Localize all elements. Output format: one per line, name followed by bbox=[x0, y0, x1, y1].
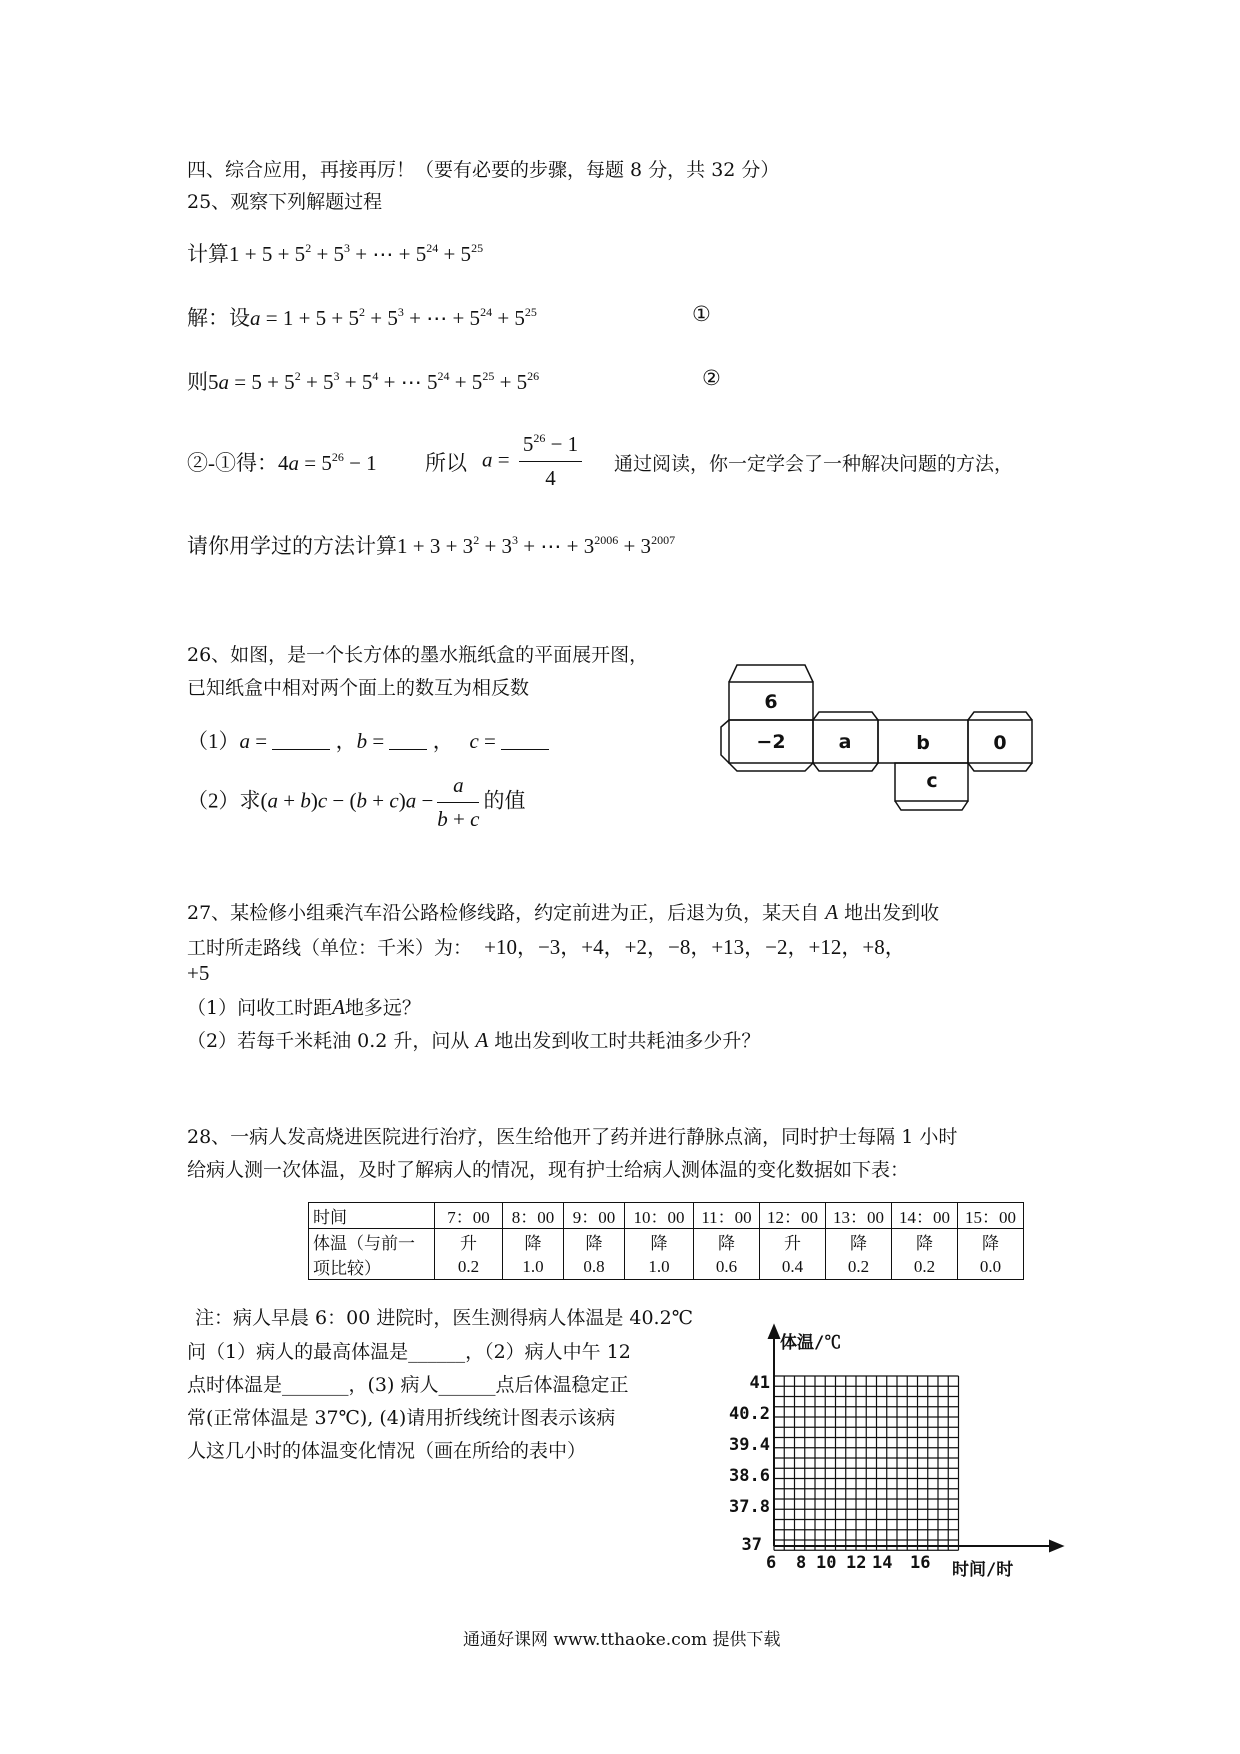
table-value-cell: 0.2 bbox=[892, 1254, 958, 1280]
q27-part-1-text: （1）问收工时距 bbox=[187, 997, 333, 1019]
net-face-b: b bbox=[916, 732, 930, 754]
q26-title-2: 已知纸盒中相对两个面上的数互为相反数 bbox=[187, 677, 530, 699]
q27-line-2-text: 工时所走路线（单位：千米）为： bbox=[187, 937, 473, 959]
y-tick-label: 39.4 bbox=[729, 1435, 770, 1455]
table-time-cell: 12：00 bbox=[760, 1203, 826, 1229]
y-axis-arrow bbox=[769, 1326, 779, 1338]
temperature-grid bbox=[700, 1322, 1070, 1582]
table-direction-cell: 降 bbox=[826, 1229, 892, 1255]
q25-line-4-prefix: ②-①得： bbox=[187, 451, 278, 475]
q27-part-2 bbox=[187, 1026, 760, 1053]
table-direction-cell: 降 bbox=[625, 1229, 694, 1255]
x-tick-label: 16 bbox=[910, 1553, 931, 1573]
q25-line-1 bbox=[187, 238, 483, 268]
table-value-row bbox=[309, 1254, 1024, 1280]
q28-line-1: 28、一病人发高烧进医院进行治疗，医生给他开了药并进行静脉点滴，同时护士每隔 1 小时 bbox=[187, 1126, 958, 1148]
table-value-cell: 0.8 bbox=[564, 1254, 625, 1280]
q26-part-1: （1）a = ，b = ， c = bbox=[187, 725, 549, 755]
table-header-label: 时间 bbox=[309, 1203, 435, 1229]
q27-part-2-tail: 地出发到收工时共耗油多少升？ bbox=[494, 1030, 761, 1052]
table-direction-cell: 升 bbox=[760, 1229, 826, 1255]
table-time-cell: 9：00 bbox=[564, 1203, 625, 1229]
q25-line-4-fraction-eq: a = $\frac{5^{26} - 1}{4}$ bbox=[482, 432, 586, 491]
table-direction-cell: 降 bbox=[564, 1229, 625, 1255]
q28-note: 注：病人早晨 6：00 进院时，医生测得病人体温是 40.2℃ bbox=[195, 1307, 693, 1329]
q25-line-5-text: 请你用学过的方法计算 bbox=[187, 534, 397, 558]
q28-question-2: 点时体温是_______，(3) 病人______点后体温稳定正 bbox=[187, 1374, 629, 1396]
table-direction-cell: 降 bbox=[892, 1229, 958, 1255]
q26-title-1: 26、如图，是一个长方体的墨水瓶纸盒的平面展开图， bbox=[187, 644, 649, 666]
q27-point-a-2: A bbox=[332, 995, 345, 1019]
q25-line-4-eq: $4a = 5^{26} - 1$ bbox=[278, 450, 377, 475]
q27-line-1-tail: 地出发到收 bbox=[844, 902, 940, 924]
table-time-cell: 14：00 bbox=[892, 1203, 958, 1229]
table-value-cell: 0.6 bbox=[694, 1254, 760, 1280]
q28-question-1: 问（1）病人的最高体温是______，（2）病人中午 12 bbox=[187, 1341, 631, 1363]
table-value-cell: 0.2 bbox=[826, 1254, 892, 1280]
y-tick-label: 37.8 bbox=[729, 1497, 770, 1517]
q25-line-3-formula: $5a = 5 + 5^2 + 5^3 + 5^4$ + ⋯ $5^{24} + 5^{25} + 5^{26}$ bbox=[208, 369, 540, 394]
x-tick-label: 14 bbox=[872, 1553, 893, 1573]
net-face-top: 6 bbox=[764, 691, 778, 713]
q26-part-2-label: （2）求 bbox=[187, 788, 261, 813]
q26-part-1-label: （1） bbox=[187, 729, 240, 753]
q28-question-3: 常(正常体温是 37℃), (4)请用折线统计图表示该病 bbox=[187, 1407, 616, 1429]
net-face-left: −2 bbox=[756, 731, 786, 753]
y-tick-label: 40.2 bbox=[729, 1404, 770, 1424]
net-face-right: 0 bbox=[993, 732, 1007, 754]
q25-line-2-mark: ① bbox=[692, 302, 711, 326]
q25-line-3-mark: ② bbox=[702, 366, 721, 390]
q27-part-1-tail: 地多远？ bbox=[344, 997, 421, 1019]
q25-line-3 bbox=[187, 366, 539, 396]
temperature-table bbox=[308, 1202, 1024, 1280]
table-time-cell: 8：00 bbox=[503, 1203, 564, 1229]
table-time-cell: 11：00 bbox=[694, 1203, 760, 1229]
q27-point-a-3: A bbox=[475, 1028, 489, 1052]
q28-line-2: 给病人测一次体温，及时了解病人的情况，现有护士给病人测体温的变化数据如下表： bbox=[187, 1159, 910, 1181]
table-direction-cell: 降 bbox=[503, 1229, 564, 1255]
q25-line-4-so: 所以 bbox=[425, 451, 467, 475]
table-value-cell: 1.0 bbox=[503, 1254, 564, 1280]
y-tick-label: 38.6 bbox=[729, 1466, 770, 1486]
net-face-a: a bbox=[838, 731, 852, 753]
q27-part-2-text: （2）若每千米耗油 0.2 升，问从 bbox=[187, 1030, 470, 1052]
table-time-cell: 13：00 bbox=[826, 1203, 892, 1229]
x-axis-label: 时间/时 bbox=[952, 1560, 1014, 1580]
y-tick-label: 41 bbox=[749, 1373, 770, 1393]
q27-part-1 bbox=[187, 993, 421, 1020]
q25-line-5-formula: $1 + 3 + 3^2 + 3^3$ + ⋯ + $3^{2006} + 3^{2007}$ bbox=[397, 533, 676, 558]
table-row-label-1: 体温（与前一 bbox=[309, 1229, 435, 1255]
table-value-cell: 0.4 bbox=[760, 1254, 826, 1280]
x-tick-label: 8 bbox=[796, 1553, 807, 1573]
q25-fraction: $\frac{5^{26} - 1}{4}$ bbox=[519, 432, 582, 491]
q25-line-4-suffix: 通过阅读，你一定学会了一种解决问题的方法， bbox=[614, 453, 1014, 475]
q27-line-2 bbox=[187, 931, 906, 961]
x-tick-label: 10 bbox=[816, 1553, 837, 1573]
y-tick-label: 37 bbox=[741, 1535, 762, 1555]
q28-question-4: 人这几小时的体温变化情况（画在所给的表中） bbox=[187, 1440, 587, 1462]
table-header-row bbox=[309, 1203, 1024, 1229]
q26-part-2-suffix: 的值 bbox=[483, 788, 526, 813]
section-title: 四、综合应用，再接再厉！（要有必要的步骤，每题 8 分，共 32 分） bbox=[187, 159, 780, 181]
footer-text: 通通好课网 www.tthaoke.com 提供下载 bbox=[463, 1630, 781, 1650]
q25-title: 25、观察下列解题过程 bbox=[187, 191, 383, 213]
table-direction-cell: 升 bbox=[435, 1229, 503, 1255]
table-value-cell: 1.0 bbox=[625, 1254, 694, 1280]
q27-line-2-values: +10，−3，+4，+2，−8，+13，−2，+12，+8， bbox=[484, 935, 906, 959]
q25-line-2 bbox=[187, 302, 537, 332]
q25-line-4-left bbox=[187, 447, 377, 477]
q26-part-2: （2）求(a + b)c − (b + c)a − $\frac{a}{b + c}$ 的值 bbox=[187, 773, 526, 831]
net-face-c: c bbox=[926, 770, 938, 792]
q27-line-1 bbox=[187, 898, 939, 925]
q25-line-2-formula: $a = 1 + 5 + 5^2 + 5^3$ + ⋯ + $5^{24} + 5^{25}$ bbox=[250, 305, 537, 330]
table-time-cell: 10：00 bbox=[625, 1203, 694, 1229]
q25-line-1-text: 计算 bbox=[187, 242, 229, 266]
q26-fraction: $\frac{a}{b + c}$ bbox=[437, 773, 480, 831]
box-net-diagram bbox=[717, 655, 1062, 820]
table-row-label-2: 项比较） bbox=[309, 1254, 435, 1280]
q27-line-3: +5 bbox=[187, 961, 210, 985]
x-axis-arrow bbox=[1050, 1541, 1062, 1551]
table-value-cell: 0.0 bbox=[958, 1254, 1024, 1280]
table-time-cell: 15：00 bbox=[958, 1203, 1024, 1229]
x-tick-label: 6 bbox=[766, 1553, 777, 1573]
table-time-cell: 7：00 bbox=[435, 1203, 503, 1229]
q25-line-1-formula: $1 + 5 + 5^2 + 5^3$ + ⋯ + $5^{24} + 5^{25}$ bbox=[229, 241, 484, 266]
x-tick-label: 12 bbox=[846, 1553, 867, 1573]
table-value-cell: 0.2 bbox=[435, 1254, 503, 1280]
table-direction-row bbox=[309, 1229, 1024, 1255]
table-direction-cell: 降 bbox=[694, 1229, 760, 1255]
q27-point-a-1: A bbox=[825, 900, 839, 924]
table-direction-cell: 降 bbox=[958, 1229, 1024, 1255]
q25-line-2-text: 解：设 bbox=[187, 306, 250, 330]
y-axis-label: 体温/℃ bbox=[780, 1333, 842, 1353]
q27-line-1-text: 27、某检修小组乘汽车沿公路检修线路，约定前进为正，后退为负，某天自 bbox=[187, 902, 820, 924]
q25-line-3-text: 则 bbox=[187, 370, 208, 394]
q25-line-5 bbox=[187, 530, 675, 560]
